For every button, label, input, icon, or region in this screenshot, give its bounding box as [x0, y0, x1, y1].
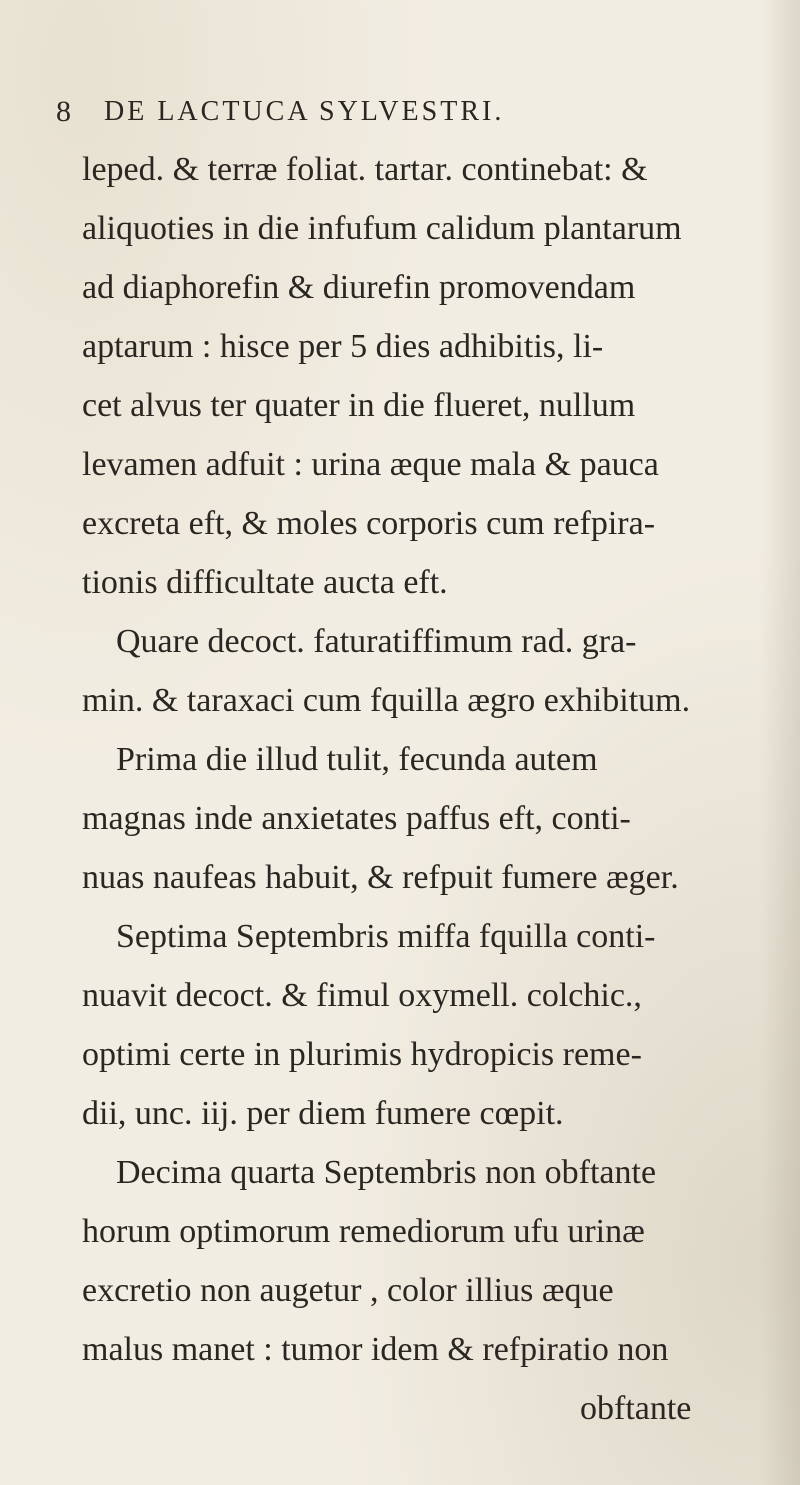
text-line: tionis difficultate aucta eft.: [82, 564, 448, 601]
text-line: cet alvus ter quater in die flueret, nullum: [82, 387, 636, 424]
text-line: aptarum : hisce per 5 dies adhibitis, li-: [82, 328, 604, 365]
text-line: excreta eft, & moles corporis cum refpira-: [82, 505, 656, 542]
text-line: min. & taraxaci cum fquilla ægro exhibitum.: [82, 682, 691, 719]
paragraph-first-line: Prima die illud tulit, fecunda autem: [116, 741, 598, 778]
paragraph-first-line: Septima Septembris miffa fquilla conti-: [116, 918, 656, 955]
paragraph-first-line: Quare decoct. faturatiffimum rad. gra-: [116, 623, 637, 660]
text-line: optimi certe in plurimis hydropicis reme-: [82, 1036, 642, 1073]
text-line: nuavit decoct. & fimul oxymell. colchic.,: [82, 977, 642, 1014]
page-edge-shadow: [760, 0, 800, 1485]
text-line: ad diaphorefin & diurefin promovendam: [82, 269, 636, 306]
text-line: aliquoties in die infufum calidum plantarum: [82, 210, 682, 247]
text-line: leped. & terræ foliat. tartar. continebat: &: [82, 151, 648, 188]
catchword: obftante: [580, 1390, 692, 1427]
text-line: malus manet : tumor idem & refpiratio non: [82, 1331, 669, 1368]
text-line: nuas naufeas habuit, & refpuit fumere æger.: [82, 859, 679, 896]
text-line: dii, unc. iij. per diem fumere cœpit.: [82, 1095, 564, 1132]
text-line: levamen adfuit : urina æque mala & pauca: [82, 446, 659, 483]
page-number: 8: [56, 95, 71, 128]
running-head: [56, 92, 756, 132]
text-line: excretio non augetur , color illius æque: [82, 1272, 614, 1309]
body-text: [82, 140, 762, 1438]
paragraph-first-line: Decima quarta Septembris non obftante: [116, 1154, 657, 1191]
text-line: magnas inde anxietates paffus eft, conti-: [82, 800, 631, 837]
running-head-title: DE LACTUCA SYLVESTRI.: [104, 96, 505, 127]
text-line: horum optimorum remediorum ufu urinæ: [82, 1213, 645, 1250]
